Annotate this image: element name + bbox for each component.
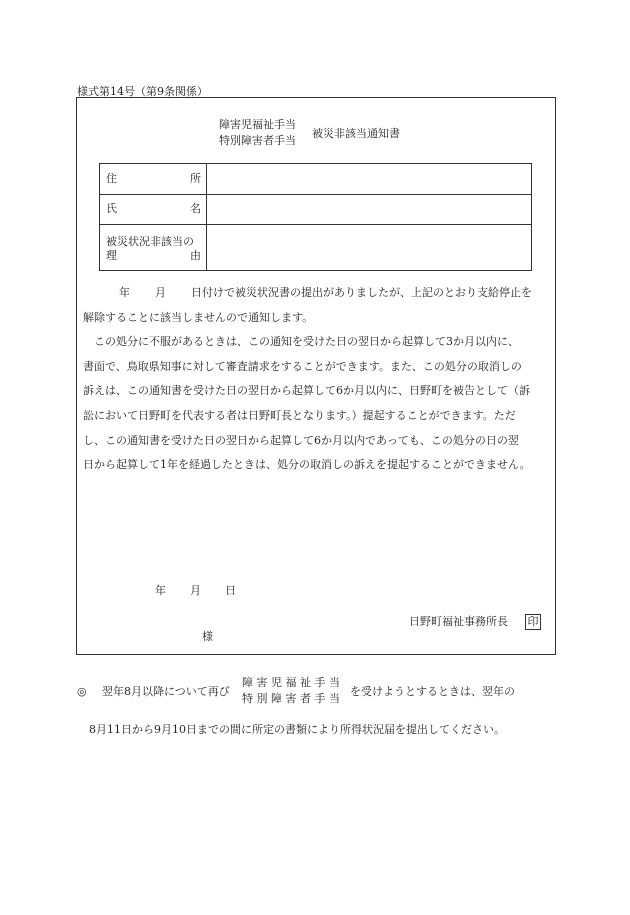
- table-row-divider: [100, 224, 531, 225]
- name-label-1: 氏: [106, 202, 117, 215]
- seal-stamp: 印: [525, 614, 541, 630]
- notice-allowance-1: 障 害 児 福 祉 手 当: [242, 676, 340, 689]
- body-line-1: 日付けで被災状況書の提出がありましたが、上記のとおり支給停止を: [191, 286, 532, 299]
- body-line-3: この処分に不服があるときは、この通知を受けた日の翌日から起算して3か月以内に、: [83, 335, 519, 349]
- date-month: 月: [190, 584, 201, 597]
- reason-label-line1: 被災状況非該当の: [106, 235, 194, 248]
- body-line-2: 解除することに該当しませんので通知します。: [83, 310, 314, 324]
- header-allowance-2: 特別障害者手当: [219, 134, 296, 147]
- name-label-2: 名: [190, 202, 201, 215]
- body-line-4: 書面で、鳥取県知事に対して審査請求をすることができます。また、この処分の取消しの: [83, 359, 522, 373]
- issuer-name: 日野町福祉事務所長: [409, 615, 508, 628]
- header-allowance-1: 障害児福祉手当: [219, 118, 296, 131]
- reason-label-char2: 由: [190, 249, 201, 262]
- body-year: 年: [119, 286, 130, 299]
- date-day: 日: [225, 584, 236, 597]
- notice-suffix: を受けようとするときは、翌年の: [350, 685, 515, 698]
- body-line-5: 訴えは、この通知書を受けた日の翌日から起算して6か月以内に、日野町を被告として（訴: [83, 384, 530, 398]
- name-field[interactable]: [207, 196, 529, 221]
- body-line-7: し、この通知書を受けた日の翌日から起算して6か月以内であっても、この処分の日の翌: [83, 433, 519, 447]
- address-field[interactable]: [207, 166, 529, 191]
- notice-mark: ◎: [77, 685, 87, 698]
- body-line-6: 訟において日野町を代表する者は日野町長となります。）提起することができます。ただ: [83, 409, 516, 422]
- address-label-1: 住: [106, 172, 117, 185]
- notice-allowance-2: 特 別 障 害 者 手 当: [242, 692, 340, 705]
- reason-label-char1: 理: [106, 249, 117, 262]
- addressee-suffix: 様: [202, 630, 213, 643]
- form-number: 様式第14号（第9条関係）: [77, 85, 208, 98]
- body-line-8: 日から起算して1年を経過したときは、処分の取消しの訴えを提起することができません。: [83, 458, 531, 472]
- address-label-2: 所: [190, 172, 201, 185]
- body-month: 月: [155, 286, 166, 299]
- notice-prefix: 翌年8月以降について再び: [102, 685, 230, 698]
- notice-line-2: 8月11日から9月10日までの間に所定の書類により所得状況届を提出してください。: [89, 723, 505, 736]
- reason-field[interactable]: [207, 226, 529, 268]
- document-title: 被災非該当通知書: [312, 127, 400, 140]
- table-row-divider: [100, 194, 531, 195]
- date-year: 年: [155, 584, 166, 597]
